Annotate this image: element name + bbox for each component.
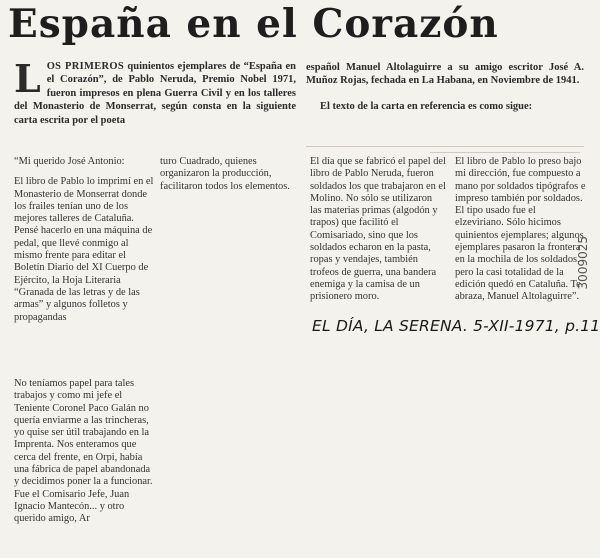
bleed-through-line [306, 146, 584, 147]
letter-column-1-lower [14, 378, 154, 534]
letter-paragraph: El libro de Pablo lo preso bajo mi dirección, fue compuesto a mano por soldados tipógrafos e impreso también por soldados. El tipo usado fue el elzeviriano. Sólo hicimos quinientos ejemplares; algunos ejemplares pasaron la frontera en la mochila de los soldados, pero la casi totalidad de la edición quedó en Cataluña. Te abraza, Manuel Altolaguirre”. [455, 156, 586, 303]
letter-column-4 [455, 156, 587, 312]
letter-column-1 [14, 156, 154, 332]
letter-paragraph: turo Cuadrado, quienes organizaron la producción, facilitaron todos los elementos. [160, 156, 290, 192]
intro-paragraph-right [306, 61, 584, 113]
letter-paragraph: El día que se fabricó el papel del libro de Pablo Neruda, fueron soldados los que trabajaron en el Molino. No sólo se utilizaron las materias primas (algodón y trapos) que facilitó el Comisariado, sino que los soldados echaron en la pasta, ropas y vendajes, también trofeos de guerra, una bandera enemiga y la camisa de un prisionero moro. [310, 156, 446, 303]
intro-lead-words: OS PRIMEROS [46, 61, 125, 72]
drop-cap: L [14, 56, 41, 101]
letter-paragraph: El libro de Pablo lo imprimí en el Monasterio de Monserrat donde los frailes tenían uno de los mejores talleres de Cataluña. Pensé hacerlo en una máquina de pedal, que llevé conmigo al mismo frente para editar el Boletín Diario del XI Cuerpo de Ejército, la Hoja Literaria “Granada de las letras y de las armas” y algunos folletos y propagandas [14, 176, 154, 323]
intro-paragraph-left [14, 56, 296, 127]
letter-paragraph: No teníamos papel para tales trabajos y como mi jefe el Teniente Coronel Paco Galán no quería enviarme a las trincheras, yo quise ser útil trabajando en la Imprenta. Nos enteramos que cerca del frente, en Orpi, había una fábrica de papel abandonada y decidimos poner la a funcionar. Fue el Comisario Jefe, Juan Ignacio Mantecón... y otro querido amigo, Ar [14, 378, 153, 525]
letter-column-2 [160, 156, 295, 201]
bleed-through-line [430, 152, 580, 153]
letter-column-3 [310, 156, 446, 312]
letter-greeting: “Mi querido José Antonio: [14, 156, 125, 167]
intro-right-p1: español Manuel Altolaguirre a su amigo escritor José A. Muñoz Rojas, fechada en La Habana, en Noviembre de 1941. [306, 62, 584, 87]
intro-text: quinientos ejemplares de “España en el Corazón”, de Pablo Neruda, Premio Nobel 1971, fueron impresos en plena Guerra Civil y en los talleres del Monasterio de Monserrat, según consta en la siguiente carta escrita por el poeta [14, 61, 296, 126]
headline: España en el Corazón [8, 1, 499, 47]
intro-right-p2: El texto de la carta en referencia es como sigue: [320, 100, 533, 112]
handwritten-source-note: EL DÍA, LA SERENA. 5-XII-1971, p.11 [312, 317, 600, 335]
archive-code: 3009025 [576, 236, 590, 290]
